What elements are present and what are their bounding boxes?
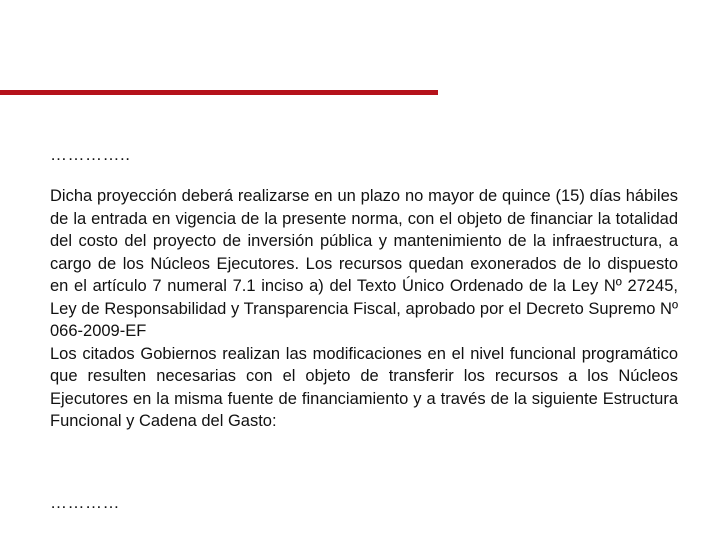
document-body (50, 185, 678, 433)
ellipsis-bottom: ………… (50, 493, 120, 512)
paragraph-gobiernos: Los citados Gobiernos realizan las modificaciones en el nivel funcional programático que resulten necesarias con el objeto de transferir los recursos a los Núcleos Ejecutores en la misma fuente de financiamiento y a través de la siguiente Estructura Funcional y Cadena del Gasto: (50, 344, 678, 430)
ellipsis-top: ………….. (50, 145, 131, 164)
header-divider-rule (0, 90, 438, 95)
paragraph-proyeccion: Dicha proyección deberá realizarse en un plazo no mayor de quince (15) días hábiles de la entrada en vigencia de la presente norma, con el objeto de financiar la totalidad del costo del proyecto de inversión pública y mantenimiento de la infraestructura, a cargo de los Núcleos Ejecutores. Los recursos quedan exonerados de lo dispuesto en el artículo 7 numeral 7.1 inciso a) del Texto Único Ordenado de la Ley Nº 27245, Ley de Responsabilidad y Transparencia Fiscal, aprobado por el Decreto Supremo Nº 066‐2009‐EF (50, 187, 678, 340)
